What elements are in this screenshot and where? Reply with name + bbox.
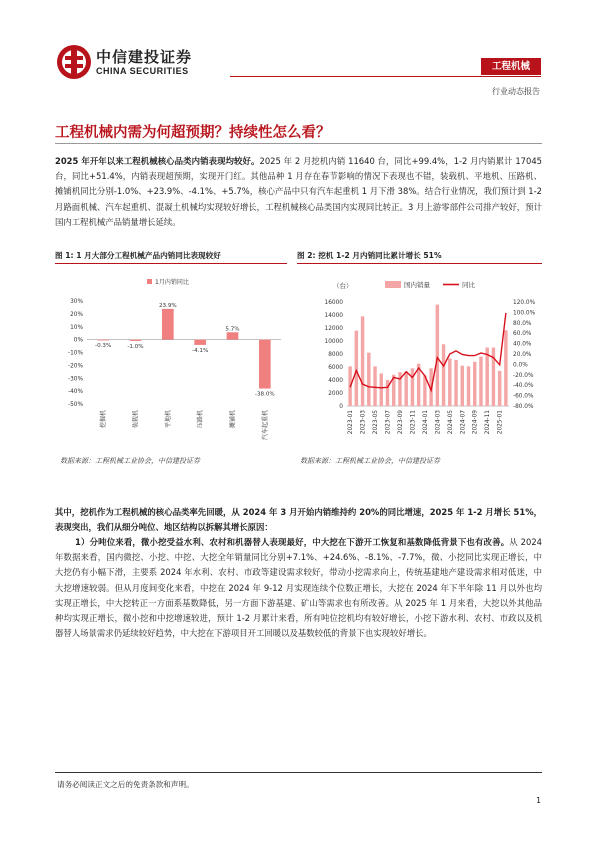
page-title: 工程机械内需为何超预期？持续性怎么看？ bbox=[55, 125, 331, 141]
x-tick-label: 2023-05 bbox=[373, 410, 380, 435]
figure2-rule bbox=[297, 263, 542, 264]
sales-bar bbox=[442, 344, 445, 406]
x-tick-label: 2024-01 bbox=[422, 410, 429, 435]
page-number: 1 bbox=[536, 796, 542, 805]
sales-bar bbox=[479, 357, 482, 406]
logo-chinese-name: 中信建投证券 bbox=[96, 48, 193, 66]
x-tick-label: 压路机 bbox=[197, 410, 205, 429]
bar bbox=[227, 332, 239, 339]
y-right-tick-label: 0.0% bbox=[513, 362, 528, 369]
y-right-tick-label: -60.0% bbox=[513, 393, 534, 400]
x-tick-label: 2024-11 bbox=[485, 410, 492, 435]
bar bbox=[162, 309, 174, 340]
tonnage-paragraph bbox=[55, 535, 542, 641]
x-tick-label: 汽车起重机 bbox=[261, 410, 269, 441]
data-label: -4.1% bbox=[192, 347, 209, 354]
y-left-tick-label: 14000 bbox=[324, 313, 343, 319]
bar bbox=[97, 340, 109, 341]
header-divider bbox=[230, 76, 541, 77]
bar bbox=[130, 340, 142, 341]
tonnage-lead: 1）分吨位来看，微小挖受益水利、农村和机器替人表现最好，中大挖在下游开工恢复和基数降低背景下也有改善。 bbox=[75, 537, 510, 547]
x-tick-label: 2023-01 bbox=[348, 410, 355, 435]
data-label: -38.0% bbox=[254, 391, 275, 398]
legend-label-yoy: 同比 bbox=[462, 281, 475, 289]
sales-bar bbox=[436, 305, 439, 406]
x-tick-label: 2025-01 bbox=[497, 410, 504, 435]
figure2-chart bbox=[297, 268, 542, 450]
x-tick-label: 2023-11 bbox=[410, 410, 417, 435]
y-right-tick-label: -40.0% bbox=[513, 383, 534, 390]
y-tick-label: -50% bbox=[68, 402, 83, 408]
y-left-tick-label: 6000 bbox=[328, 365, 343, 371]
title-divider bbox=[55, 143, 542, 144]
figure1-chart bbox=[55, 268, 287, 450]
sales-bar bbox=[367, 353, 370, 406]
sales-bar bbox=[373, 366, 376, 406]
bar bbox=[194, 340, 206, 345]
sales-bar bbox=[448, 359, 451, 406]
figure2-caption: 图 2: 挖机 1-2 月内销同比累计增长 51% bbox=[297, 251, 442, 260]
y-axis-unit: （台） bbox=[333, 282, 353, 290]
footer-disclaimer: 请务必阅读正文之后的免责条款和声明。 bbox=[57, 780, 194, 789]
x-tick-label: 2024-09 bbox=[472, 410, 479, 435]
y-tick-label: 20% bbox=[70, 311, 83, 318]
y-right-tick-label: 120.0% bbox=[513, 300, 536, 306]
y-right-tick-label: 80.0% bbox=[513, 320, 532, 327]
x-tick-label: 2024-03 bbox=[435, 410, 442, 435]
sales-bar bbox=[411, 368, 414, 406]
data-label: -0.3% bbox=[95, 343, 112, 350]
x-tick-label: 2024-05 bbox=[447, 410, 454, 435]
figure1-source: 数据来源：工程机械工业协会，中信建投证券 bbox=[60, 457, 200, 465]
x-tick-label: 2023-09 bbox=[397, 410, 404, 435]
x-tick-label: 摊铺机 bbox=[229, 410, 237, 429]
y-left-tick-label: 4000 bbox=[328, 378, 343, 384]
legend-swatch bbox=[147, 279, 152, 284]
logo-english-name: CHINA SECURITIES bbox=[96, 66, 189, 76]
x-tick-label: 2023-03 bbox=[360, 410, 367, 435]
data-label: -1.0% bbox=[127, 343, 144, 350]
y-right-tick-label: 40.0% bbox=[513, 341, 532, 348]
y-tick-label: -20% bbox=[68, 363, 83, 370]
y-tick-label: -10% bbox=[68, 350, 83, 357]
sales-bar bbox=[485, 348, 488, 407]
y-tick-label: -40% bbox=[68, 389, 83, 396]
y-right-tick-label: -80.0% bbox=[513, 404, 534, 410]
y-tick-label: 30% bbox=[70, 299, 83, 305]
figure2-source: 数据来源：工程机械工业协会，中信建投证券 bbox=[300, 457, 440, 465]
y-tick-label: 10% bbox=[70, 324, 83, 331]
sales-bar bbox=[361, 316, 364, 406]
x-tick-label: 2023-07 bbox=[385, 410, 392, 435]
x-tick-label: 挖掘机 bbox=[100, 410, 108, 429]
x-tick-label: 装载机 bbox=[132, 410, 140, 429]
intro-lead: 2025 年开年以来工程机械核心品类内销表现均较好。 bbox=[55, 156, 260, 166]
bar bbox=[259, 340, 271, 389]
y-tick-label: 0% bbox=[73, 337, 83, 344]
y-left-tick-label: 2000 bbox=[328, 391, 343, 397]
y-left-tick-label: 10000 bbox=[324, 339, 343, 345]
company-logo-icon bbox=[56, 44, 92, 80]
legend-swatch-sales bbox=[385, 281, 401, 288]
figure1-rule bbox=[55, 263, 287, 264]
y-right-tick-label: -20.0% bbox=[513, 372, 534, 379]
x-tick-label: 2024-07 bbox=[460, 410, 467, 435]
y-left-tick-label: 8000 bbox=[328, 352, 343, 358]
y-right-tick-label: 20.0% bbox=[513, 352, 532, 358]
sales-bar bbox=[498, 371, 501, 406]
x-tick-label: 平地机 bbox=[164, 410, 172, 429]
y-right-tick-label: 100.0% bbox=[513, 310, 536, 317]
legend-label-sales: 国内销量 bbox=[404, 281, 430, 289]
document-type: 行业动态报告 bbox=[492, 87, 540, 96]
sales-bar bbox=[467, 366, 470, 406]
section-tag: 工程机械 bbox=[481, 58, 541, 75]
intro-body: 2025 年 2 月挖机内销 11640 台，同比+99.4%，1-2 月内销累计 17045 台，同比+51.4%，内销表现超预期，实现开门红。其他品种 1 月存在春节影响的情况下表现也不错，装载机、平地机、压路机、摊铺机同比分别-1.0%、+23.9%、-4.1%、+5.7%，核心产品中只有汽车起重机 1 月下滑 38%。结合行业情况，我们预计到 1-2 月路面机械、汽车起重机、混凝土机械均实现较好增长，工程机械核心品类国内实现同比转正。3 月上游零部件公司排产较好，预计国内工程机械产品销量增长延续。 bbox=[55, 156, 542, 227]
figure1-caption: 图 1: 1 月大部分工程机械产品内销同比表现较好 bbox=[55, 251, 221, 260]
y-left-tick-label: 16000 bbox=[324, 300, 343, 306]
legend-label: 1月内销同比 bbox=[155, 279, 189, 286]
sales-bar bbox=[454, 360, 457, 406]
y-left-tick-label: 12000 bbox=[324, 326, 343, 332]
sales-bar bbox=[473, 362, 476, 406]
y-right-tick-label: 60.0% bbox=[513, 331, 532, 338]
sales-bar bbox=[386, 380, 389, 406]
y-left-tick-label: 0 bbox=[339, 404, 343, 410]
intro-paragraph bbox=[55, 154, 542, 230]
data-label: 23.9% bbox=[158, 302, 177, 309]
sales-bar bbox=[404, 372, 407, 406]
footer-divider bbox=[55, 772, 542, 773]
sales-bar bbox=[461, 366, 464, 406]
sales-bar bbox=[380, 374, 383, 407]
data-label: 5.7% bbox=[225, 326, 240, 333]
tonnage-body: 从 2024 年数据来看，国内微挖、小挖、中挖、大挖全年销量同比分别+7.1%、+24.6%、-8.1%、-7.7%，微、小挖同比实现正增长，中大挖仍有小幅下滑，主要系 2024 年水利、农村、市政等建设需求较好，带动小挖需求向上，传统基建地产建设需求相对低迷，中大挖增速较弱。但从月度间变化来看，中挖在 2024 年 9-12 月实现连续个位数正增长，大挖在 2024 年下半年除 11 月以外也均实现正增长，中大挖转正一方面系基数降低，另一方面下游基建、矿山等需求也有所改善。从 2025 年 1 月来看，大挖以外其他品种均实现正增长，微小挖和中挖增速较进，预计 1-2 月累计来看，所有吨位挖机均有较好增长，小挖下游水利、农村、市政以及机器替人场景需求仍延续较好趋势，中大挖在下游项目开工回暖以及基数较低的背景下也实现较好增长。 bbox=[55, 537, 542, 639]
sales-bar bbox=[504, 330, 507, 406]
sales-bar bbox=[355, 331, 358, 406]
y-tick-label: -30% bbox=[68, 376, 83, 383]
analysis-paragraph: 其中，挖机作为工程机械的核心品类率先回暖，从 2024 年 3 月开始内销维持约 20%的同比增速，2025 年 1-2 月增长 51%，表现突出，我们从细分吨位、地区结构以拆解其增长原因： bbox=[55, 507, 542, 533]
